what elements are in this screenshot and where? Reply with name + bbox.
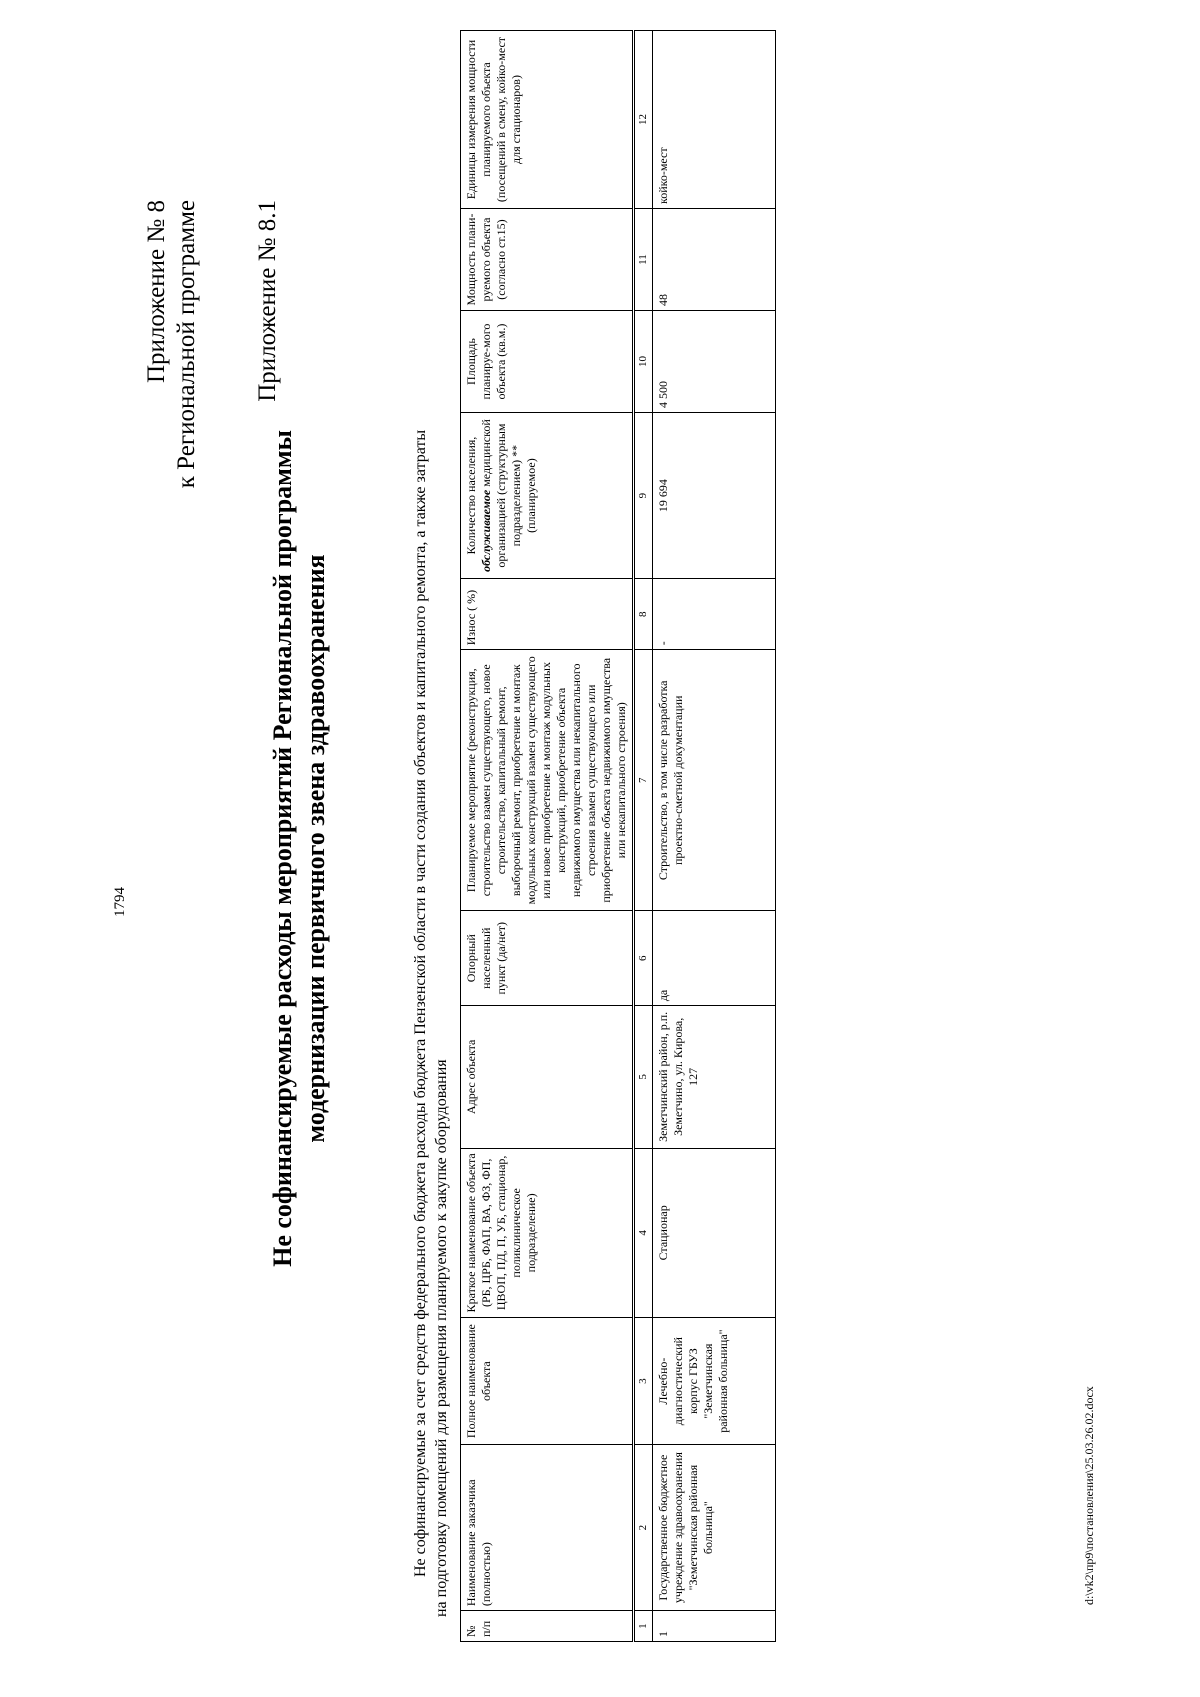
- header-support-point: Опорный населенный пункт (да/нет): [461, 911, 634, 1006]
- intro-line-1: Не софинансируемые за счет средств федерального бюджета расходы бюджета Пензенской области в части создания объектов и капитального ремонта, а также затраты: [412, 429, 429, 1577]
- column-number: 8: [634, 579, 653, 650]
- cell-population: 19 694: [653, 413, 776, 579]
- header-object-full: Полное наименование объекта: [461, 1318, 634, 1445]
- intro-line-2: на подготовку помещений для размещения планируемого к закупке оборудования: [433, 1059, 450, 1617]
- title-line-1: Не софинансируемые расходы мероприятий Региональной программы: [268, 430, 297, 1267]
- cell-capacity: 48: [653, 209, 776, 311]
- header-measure: Планируемое мероприятие (реконструкция, строительство взамен существующего, новое строительство, капитальный ремонт, выборочный ремонт, приобретение и монтаж модульных конструкций взамен существующего или новое приобретение и монтаж модульных конструкций, приобретение объекта недвижимого имущества или некапитального строения взамен существующего или приобретение объекта недвижимого имущества или некапитального строения): [461, 650, 634, 911]
- table-row: [653, 31, 776, 1642]
- cell-customer: Государственное бюджетное учреждение здравоохранения "Земетчинская районная больница": [653, 1445, 776, 1611]
- intro-text: [410, 247, 452, 1617]
- appendix-header: [142, 200, 202, 488]
- header-capacity: Мощность плани-руемого объекта (согласно ст.15): [461, 209, 634, 311]
- column-number: 12: [634, 31, 653, 209]
- header-population-after: медицинской организацией (структурным подразделением) ** (планируемое): [479, 419, 538, 568]
- column-numbers-row: [634, 31, 653, 1642]
- header-area: Площадь планируе-мого объекта (кв.м.): [461, 311, 634, 413]
- column-number: 3: [634, 1318, 653, 1445]
- header-wear: Износ ( %): [461, 579, 634, 650]
- header-customer: Наименование заказчика (полностью): [461, 1445, 634, 1611]
- sub-appendix-number: Приложение № 8.1: [254, 200, 281, 402]
- column-number: 1: [634, 1611, 653, 1642]
- file-path-footer: d:\vk2\пр9\постановления\25.03.26.02.docx: [1082, 1386, 1096, 1605]
- title-line-2: модернизации первичного звена здравоохранения: [301, 554, 330, 1143]
- column-number: 9: [634, 413, 653, 579]
- cell-wear: -: [653, 579, 776, 650]
- header-object-short: Краткое наименование объекта (РБ, ЦРБ, ФАП, ВА, ФЗ, ФП, ЦВОП, ПД, П, УБ, стационар, поликлиническое подразделение): [461, 1148, 634, 1318]
- column-number: 4: [634, 1148, 653, 1318]
- header-population-before: Количество населения,: [464, 436, 478, 555]
- cell-area: 4 500: [653, 311, 776, 413]
- header-unit: Единицы измерения мощности планируемого объекта (посещений в смену, койко-мест для стационаров): [461, 31, 634, 209]
- header-population: [461, 413, 634, 579]
- cell-unit: койко-мест: [653, 31, 776, 209]
- appendix-program: к Региональной программе: [173, 200, 200, 489]
- header-population-emph: обслуживаемое: [479, 489, 493, 572]
- cell-address: Земетчинский район, р.п. Земетчино, ул. Кирова, 127: [653, 1006, 776, 1148]
- column-number: 7: [634, 650, 653, 911]
- column-number: 6: [634, 911, 653, 1006]
- header-address: Адрес объекта: [461, 1006, 634, 1148]
- cell-support-point: да: [653, 911, 776, 1006]
- cell-object-full: Лечебно-диагностический корпус ГБУЗ "Земетчинская районная больница": [653, 1318, 776, 1445]
- table-header-row: [461, 31, 634, 1642]
- document-title: [266, 0, 332, 1697]
- column-number: 2: [634, 1445, 653, 1611]
- page-number: 1794: [112, 887, 128, 917]
- cell-number: 1: [653, 1611, 776, 1642]
- cell-object-short: Стационар: [653, 1148, 776, 1318]
- header-number: № п/п: [461, 1611, 634, 1642]
- column-number: 5: [634, 1006, 653, 1148]
- cell-measure: Строительство, в том числе разработка проектно-сметной документации: [653, 650, 776, 911]
- expenses-table: [460, 30, 776, 1642]
- column-number: 10: [634, 311, 653, 413]
- column-number: 11: [634, 209, 653, 311]
- appendix-number: Приложение № 8: [143, 200, 170, 384]
